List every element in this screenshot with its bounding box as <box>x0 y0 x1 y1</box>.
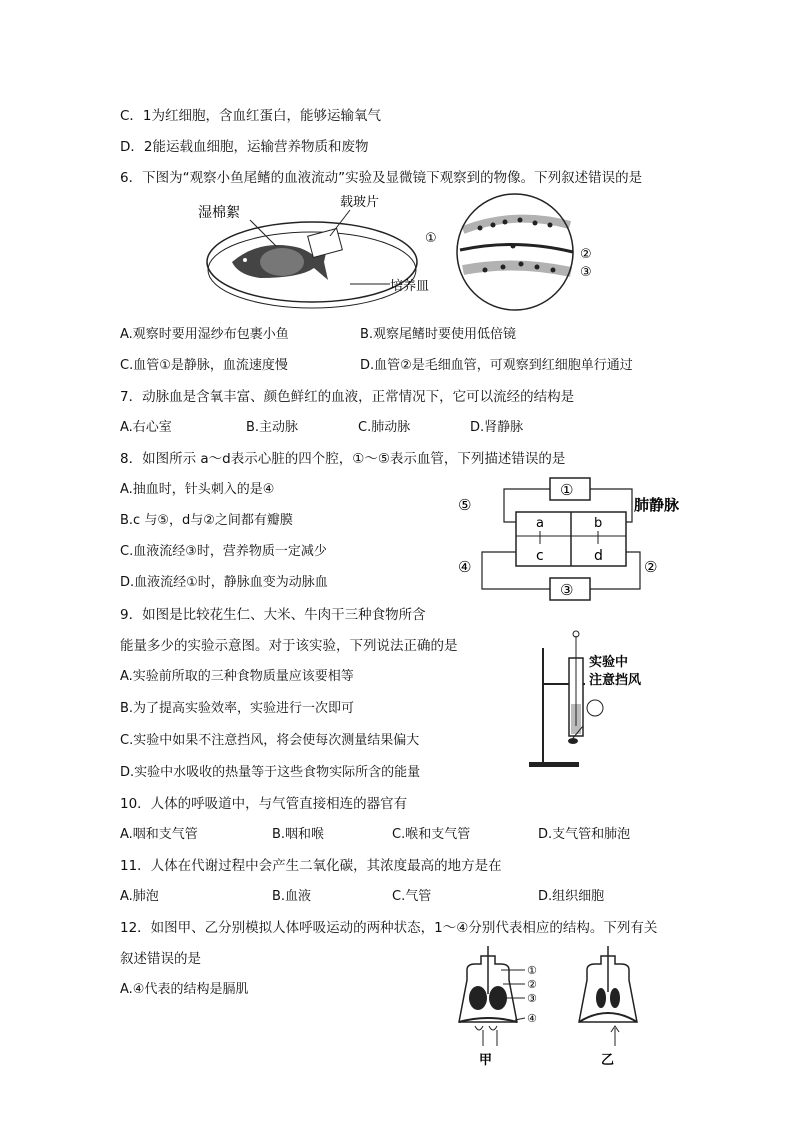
q9-option-c: C.实验中如果不注意挡风，将会使每次测量结果偏大 <box>120 733 420 748</box>
label-dish: 培养皿 <box>390 279 430 294</box>
q8-stem: 8．如图所示 a～d表示心脏的四个腔，①～⑤表示血管，下列描述错误的是 <box>120 451 566 467</box>
q8-option-b: B.c 与⑤，d与②之间都有瓣膜 <box>120 513 293 528</box>
vessel-label-1: ① <box>425 231 437 246</box>
q10-option-c: C.喉和支气管 <box>392 827 471 842</box>
q7-option-a: A.右心室 <box>120 420 172 435</box>
q5-option-c: C．1为红细胞，含血红蛋白，能够运输氧气 <box>120 108 382 124</box>
q12-option-a: A.④代表的结构是膈肌 <box>120 982 249 997</box>
vessel-4: ④ <box>458 558 472 576</box>
q9-option-b: B.为了提高实验效率，实验进行一次即可 <box>120 701 355 716</box>
q11-stem: 11．人体在代谢过程中会产生二氧化碳，其浓度最高的地方是在 <box>120 858 502 874</box>
q10-option-a: A.咽和支气管 <box>120 827 198 842</box>
note-line2: 注意挡风 <box>589 673 642 688</box>
microscope-view-figure <box>425 190 610 315</box>
calorimeter-figure <box>525 626 645 771</box>
vessel-1: ① <box>560 481 574 499</box>
q11-option-b: B.血液 <box>272 889 312 904</box>
chamber-b: b <box>594 516 603 531</box>
chamber-c: c <box>536 548 544 564</box>
q7-option-c: C.肺动脉 <box>358 420 411 435</box>
q7-stem: 7．动脉血是含氧丰富、颜色鲜红的血液，正常情况下，它可以流经的结构是 <box>120 389 575 405</box>
q8-option-c: C.血液流经③时，营养物质一定减少 <box>120 544 327 559</box>
q10-stem: 10．人体的呼吸道中，与气管直接相连的器官有 <box>120 796 408 812</box>
q7-option-b: B.主动脉 <box>246 420 299 435</box>
fish-dish-figure <box>190 190 440 315</box>
model-label-3: ③ <box>527 992 537 1005</box>
q10-option-b: B.咽和喉 <box>272 827 325 842</box>
label-pulmonary-vein: 肺静脉 <box>634 496 680 514</box>
q12-stem-line1: 12．如图甲、乙分别模拟人体呼吸运动的两种状态，1～④分别代表相应的结构。下列有关 <box>120 920 658 936</box>
note-line1: 实验中 <box>589 655 629 670</box>
q11-option-c: C.气管 <box>392 889 432 904</box>
q6-option-d: D.血管②是毛细血管，可观察到红细胞单行通过 <box>360 358 633 373</box>
q6-option-c: C.血管①是静脉，血流速度慢 <box>120 358 288 373</box>
vessel-2: ② <box>644 558 658 576</box>
chamber-a: a <box>536 516 544 531</box>
model-label-yi: 乙 <box>601 1053 615 1068</box>
vessel-5: ⑤ <box>458 496 472 514</box>
vessel-label-3: ③ <box>580 265 592 280</box>
breathing-model-figure <box>445 942 645 1070</box>
q9-stem-line1: 9．如图是比较花生仁、大米、牛肉干三种食物所含 <box>120 607 426 623</box>
q9-option-d: D.实验中水吸收的热量等于这些食物实际所含的能量 <box>120 765 421 780</box>
q9-stem-line2: 能量多少的实验示意图。对于该实验，下列说法正确的是 <box>120 638 458 654</box>
model-label-jia: 甲 <box>479 1053 493 1068</box>
heart-circulation-figure <box>452 474 707 606</box>
q6-option-b: B.观察尾鳍时要使用低倍镜 <box>360 327 517 342</box>
q11-option-a: A.肺泡 <box>120 889 159 904</box>
q6-option-a: A.观察时要用湿纱布包裹小鱼 <box>120 327 289 342</box>
label-wet-cotton: 湿棉絮 <box>198 205 240 221</box>
q10-option-d: D.支气管和肺泡 <box>538 827 631 842</box>
q7-option-d: D.肾静脉 <box>470 420 524 435</box>
q12-stem-line2: 叙述错误的是 <box>120 951 201 967</box>
q8-option-d: D.血液流经①时，静脉血变为动脉血 <box>120 575 328 590</box>
vessel-label-2: ② <box>580 247 592 262</box>
q5-option-d: D．2能运载血细胞，运输营养物质和废物 <box>120 139 369 155</box>
model-label-2: ② <box>527 978 537 991</box>
model-label-4: ④ <box>527 1012 537 1025</box>
model-label-1: ① <box>527 964 537 977</box>
q8-option-a: A.抽血时，针头刺入的是④ <box>120 482 275 497</box>
chamber-d: d <box>594 548 603 564</box>
q6-stem: 6．下图为“观察小鱼尾鳍的血液流动”实验及显微镜下观察到的物像。下列叙述错误的是 <box>120 170 643 186</box>
vessel-3: ③ <box>560 581 574 599</box>
q9-option-a: A.实验前所取的三种食物质量应该要相等 <box>120 669 354 684</box>
label-slide: 载玻片 <box>340 195 380 210</box>
q11-option-d: D.组织细胞 <box>538 889 605 904</box>
